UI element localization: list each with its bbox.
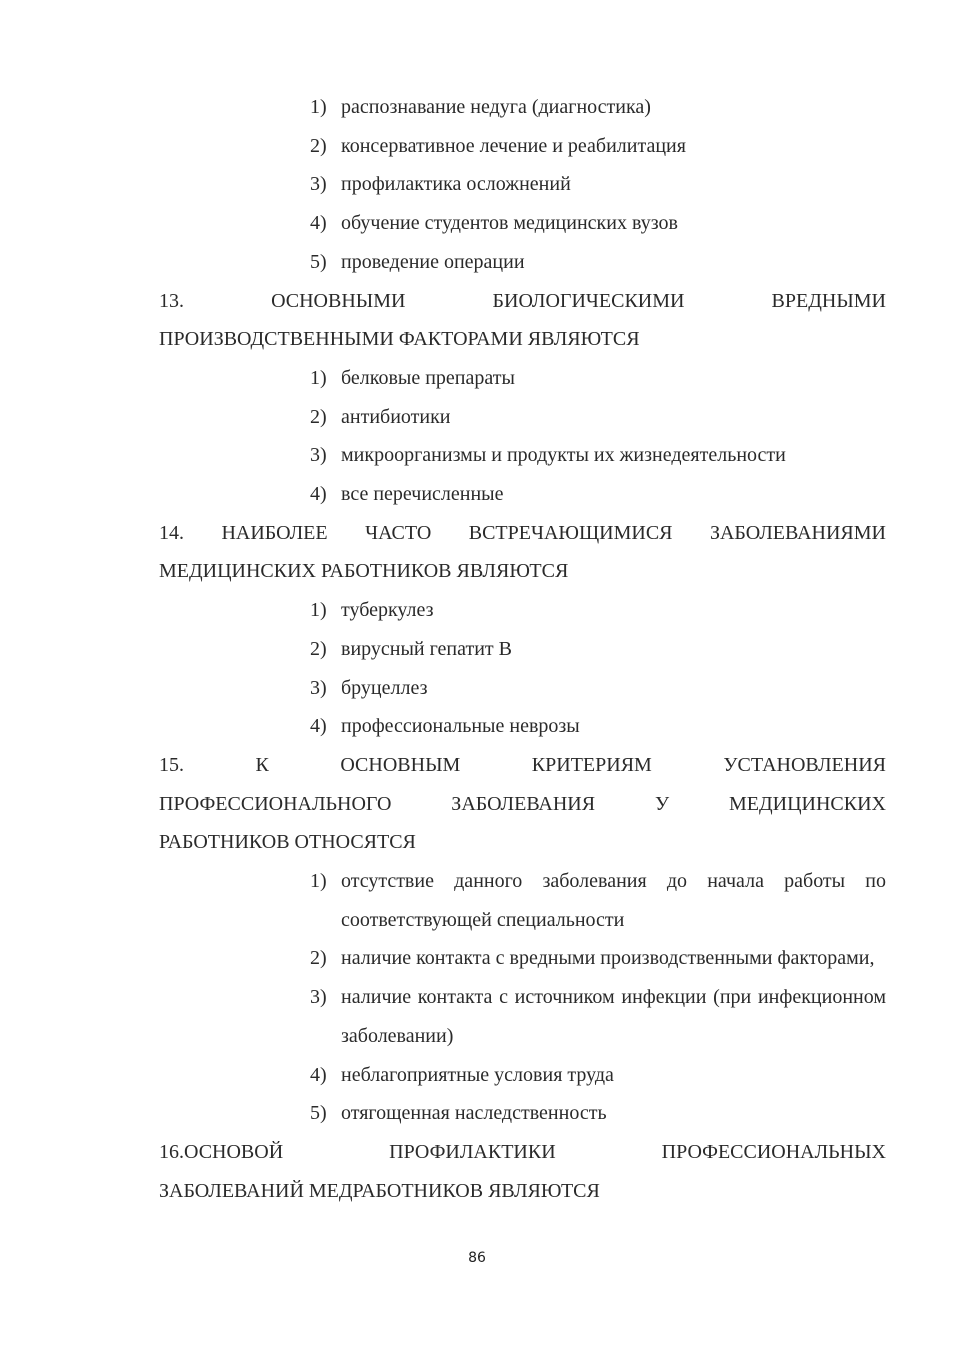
question-15-line-1: 15. К ОСНОВНЫМ КРИТЕРИЯМ УСТАНОВЛЕНИЯ — [159, 753, 886, 776]
list-item — [159, 630, 886, 669]
option-number: 3) — [310, 676, 327, 699]
question-13-line-1: 13. ОСНОВНЫМИ БИОЛОГИЧЕСКИМИ ВРЕДНЫМИ — [159, 289, 886, 312]
option-text: неблагоприятные условия труда — [341, 1063, 614, 1086]
option-number: 1) — [310, 599, 327, 622]
list-item — [159, 669, 886, 708]
option-text: вирусный гепатит В — [341, 637, 513, 660]
question-16 — [159, 1133, 886, 1210]
option-text: бруцеллез — [341, 676, 428, 699]
option-text: наличие контакта с источником инфекции (при инфекционном заболевании) — [341, 986, 886, 1047]
option-text: антибиотики — [341, 405, 451, 428]
option-number: 2) — [310, 134, 327, 157]
list-item — [159, 1094, 886, 1133]
list-item — [159, 204, 886, 243]
option-text: распознавание недуга (диагностика) — [341, 96, 651, 118]
list-item — [159, 591, 886, 630]
option-text: отсутствие данного заболевания до начала работы по соответствующей специальности — [341, 870, 886, 931]
list-item — [159, 1056, 886, 1095]
question-16-line-2: ЗАБОЛЕВАНИЙ МЕДРАБОТНИКОВ ЯВЛЯЮТСЯ — [159, 1179, 600, 1202]
question-15 — [159, 746, 886, 862]
page-number: 86 — [468, 1250, 486, 1266]
option-text: все перечисленные — [341, 483, 504, 506]
question-14 — [159, 514, 886, 591]
list-item — [159, 939, 886, 978]
option-text: профессиональные неврозы — [341, 715, 580, 738]
option-number: 3) — [310, 986, 327, 1009]
option-number: 2) — [310, 637, 327, 660]
question-14-options — [159, 591, 886, 746]
list-item — [159, 359, 886, 398]
question-13-line-2: ПРОИЗВОДСТВЕННЫМИ ФАКТОРАМИ ЯВЛЯЮТСЯ — [159, 328, 640, 351]
list-item — [159, 475, 886, 514]
question-13-options — [159, 359, 886, 514]
option-text: консервативное лечение и реабилитация — [341, 134, 686, 157]
option-text: проведение операции — [341, 250, 525, 273]
option-number: 4) — [310, 483, 327, 506]
page-content — [159, 88, 886, 1210]
list-item — [159, 707, 886, 746]
question-16-line-1: 16.ОСНОВОЙ ПРОФИЛАКТИКИ ПРОФЕССИОНАЛЬНЫХ — [159, 1140, 886, 1163]
list-item — [159, 88, 886, 127]
option-number: 3) — [310, 444, 327, 467]
question-15-line-2: ПРОФЕССИОНАЛЬНОГО ЗАБОЛЕВАНИЯ У МЕДИЦИНСКИХ — [159, 792, 886, 815]
option-text: отягощенная наследственность — [341, 1102, 607, 1125]
option-text: туберкулез — [341, 599, 434, 622]
option-number: 4) — [310, 1063, 327, 1086]
option-number: 3) — [310, 173, 327, 196]
option-text: белковые препараты — [341, 366, 515, 389]
list-item — [159, 243, 886, 282]
list-item — [159, 165, 886, 204]
option-number: 5) — [310, 250, 327, 273]
option-text: наличие контакта с вредными производственными факторами, — [341, 947, 875, 970]
question-14-line-2: МЕДИЦИНСКИХ РАБОТНИКОВ ЯВЛЯЮТСЯ — [159, 560, 569, 583]
list-item — [159, 127, 886, 166]
option-text: профилактика осложнений — [341, 173, 571, 196]
option-list-continued — [159, 88, 886, 282]
option-number: 5) — [310, 1102, 327, 1125]
question-14-line-1: 14. НАИБОЛЕЕ ЧАСТО ВСТРЕЧАЮЩИМИСЯ ЗАБОЛЕВАНИЯМИ — [159, 521, 886, 544]
option-number: 1) — [310, 96, 327, 118]
option-number: 1) — [310, 870, 327, 893]
question-15-line-3: РАБОТНИКОВ ОТНОСЯТСЯ — [159, 831, 416, 854]
option-number: 4) — [310, 212, 327, 235]
list-item — [159, 436, 886, 475]
question-13 — [159, 282, 886, 359]
list-item — [159, 862, 886, 939]
list-item — [159, 978, 886, 1055]
option-number: 4) — [310, 715, 327, 738]
list-item — [159, 398, 886, 437]
option-number: 2) — [310, 405, 327, 428]
option-text: обучение студентов медицинских вузов — [341, 212, 678, 235]
option-number: 1) — [310, 366, 327, 389]
option-number: 2) — [310, 947, 327, 970]
option-text: микроорганизмы и продукты их жизнедеятельности — [341, 444, 786, 467]
question-15-options — [159, 862, 886, 1133]
